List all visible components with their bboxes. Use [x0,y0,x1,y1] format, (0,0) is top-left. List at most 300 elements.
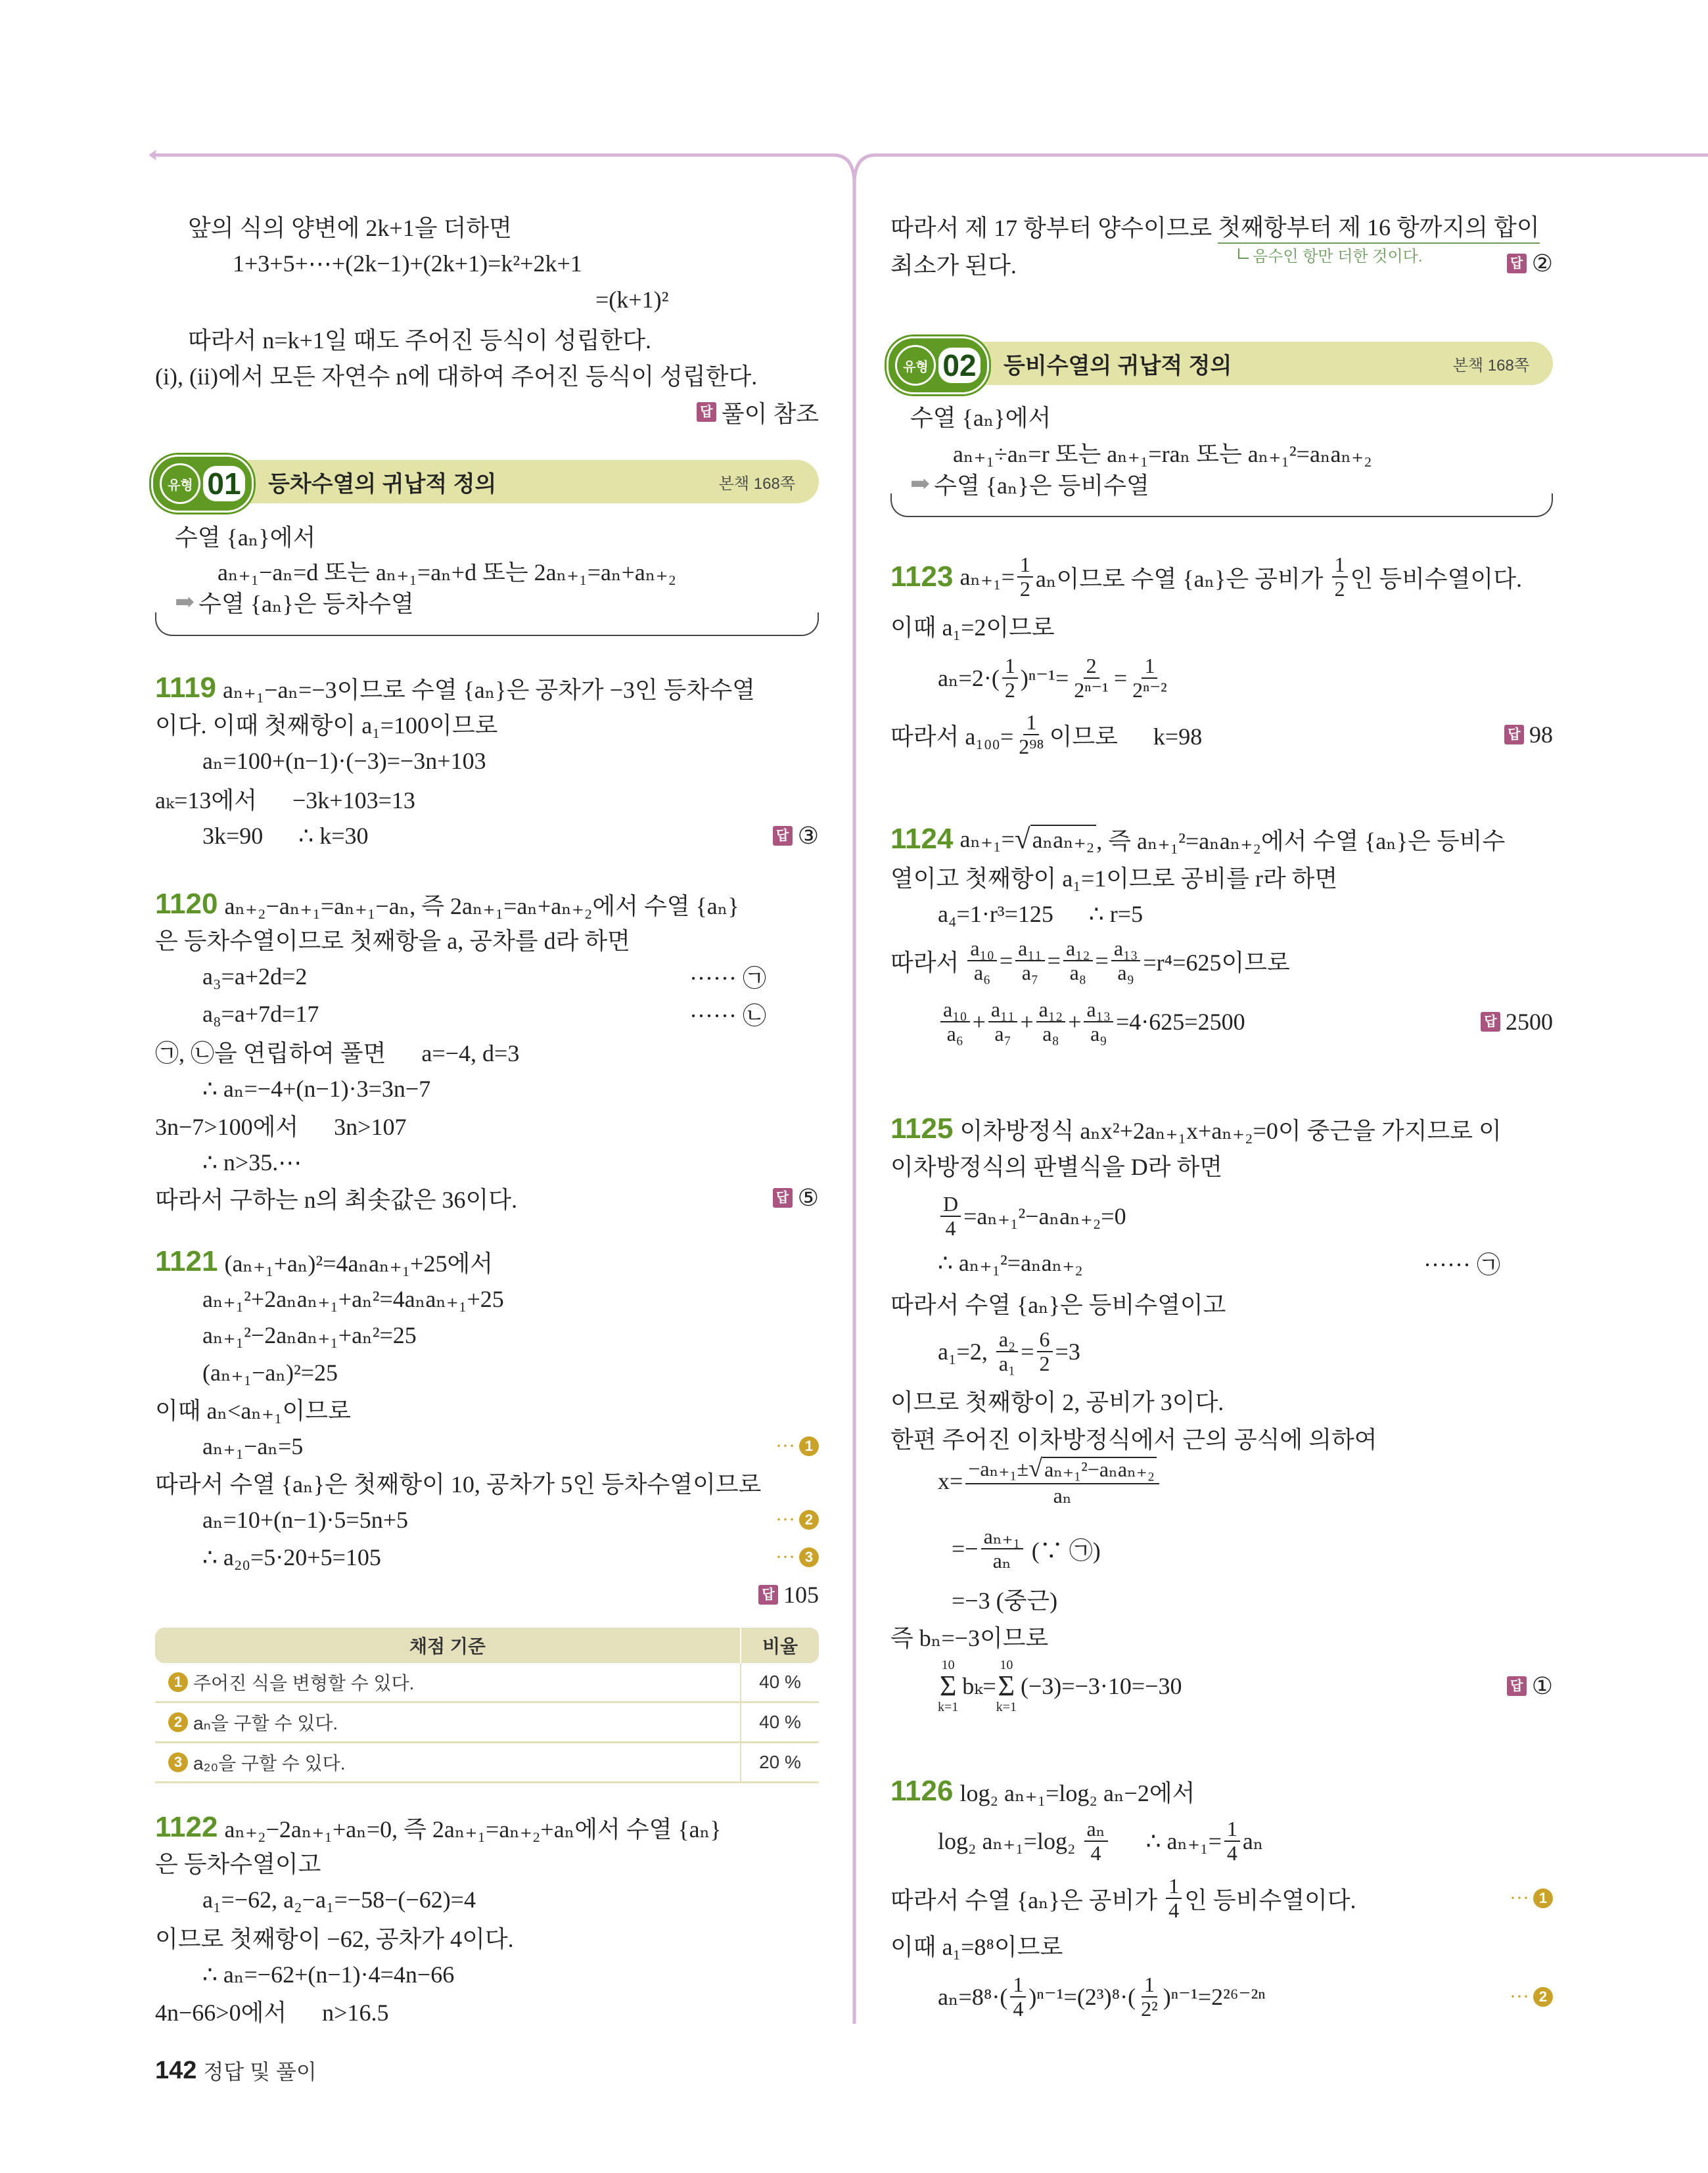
math-text: aₙ₊₁−aₙ=d 또는 aₙ₊₁=aₙ+d 또는 2aₙ₊₁=aₙ+aₙ₊₂ [218,559,677,585]
math-text: bₖ= [962,1673,996,1699]
equation-tag: ······ ㉡ [689,1002,766,1029]
denominator [990,1549,1014,1572]
denominator [1037,1352,1053,1375]
type-badge-number: 02 [938,348,980,383]
sum-upper: 10 [941,1658,955,1672]
math-text: aₙ₊₁ [983,1524,1021,1548]
summation [938,1658,958,1714]
problem-number: 1122 [155,1811,218,1843]
math-text: aₙ₊₁²−2aₙaₙ₊₁+aₙ²=25 [202,1322,417,1348]
sum-lower: k=1 [938,1700,959,1714]
math-text: 1 [1004,653,1015,677]
math-text: a₃=a+2d=2 [202,963,308,990]
math-text: 한편 주어진 이차방정식에서 근의 공식에 의하여 [890,1426,1377,1453]
math-text: = [1113,665,1128,691]
step-number-icon: 1 [168,1672,188,1692]
math-text: x= [938,1468,963,1494]
step-number-icon: 3 [799,1547,819,1567]
numerator [1002,654,1018,679]
section-title: 등비수열의 귀납적 정의 [1004,353,1232,378]
fraction [940,1193,961,1240]
math-text: aₙ [1242,1828,1264,1854]
math-text: 이때 a₁=2이므로 [890,614,1055,641]
answer [1507,1672,1553,1700]
radical-sign: √ [1014,823,1030,855]
section-title: 등차수열의 귀납적 정의 [268,471,497,497]
fraction [1002,654,1018,702]
math-text: = [999,948,1013,974]
math-text: 즉 bₙ=−3이므로 [890,1624,1049,1651]
math-text: a₆ [973,961,991,984]
numerator [940,998,970,1022]
math-text: ㉠, ㉡을 연립하여 풀면 a=−4, d=3 [155,1040,520,1066]
type-badge-number: 01 [203,466,244,501]
section-ref: 본책 168쪽 [1452,356,1529,375]
answer [697,396,819,429]
answer-value: 2500 [1506,1009,1553,1035]
math-text: aₖ=13에서 −3k+103=13 [155,787,415,813]
math-text: −aₙ₊₁± [968,1456,1029,1480]
math-text: a₁₂ [1038,997,1063,1021]
math-text: a₁₀ [970,936,994,960]
denominator [944,1022,966,1045]
square-root [1028,1455,1157,1482]
math-text: 1 [1144,653,1155,677]
math-text: 2 [1019,577,1030,601]
math-text: 2² [1141,1997,1158,2021]
math-text: a₉ [1090,1022,1107,1045]
sigma-symbol: Σ [939,1670,957,1702]
math-text: 은 등차수열이고 [155,1850,321,1877]
math-text: 인 등비수열이다. [1184,1887,1356,1913]
math-text: 따라서 [890,949,965,976]
arrow-icon: ➡ [910,470,931,497]
numerator [1036,998,1066,1022]
equation-tag: ······ ㉠ [689,965,766,992]
denominator [971,961,993,984]
math-text: )ⁿ⁻¹=(2³)⁸·( [1028,1984,1136,2010]
grading-step-marker [775,1435,819,1457]
underline-note: 음수인 항만 더한 것이다. [1238,243,1423,266]
denominator [1002,679,1018,702]
math-text: aₙ₊₁= [959,826,1015,852]
footer-label: 정답 및 풀이 [203,2060,317,2084]
math-text: aₙ [992,1549,1011,1572]
math-text: 2ⁿ⁻¹ [1074,678,1109,702]
math-text: 1 [1143,1972,1155,1996]
underlined-text: 첫째항부터 제 16 항까지의 합이 [1218,209,1539,244]
math-text: =− [952,1536,979,1562]
numerator [996,1328,1018,1352]
ratio-cell: 40 % [741,1703,819,1743]
fraction [1224,1818,1240,1865]
criteria-content [168,1669,739,1695]
denominator [1010,1998,1026,2021]
answer-value: 풀이 참조 [721,400,819,427]
arrow-icon: ➡ [175,589,195,615]
math-text: 1 [1168,1873,1180,1898]
criteria-cell [155,1743,741,1783]
math-text: 수열 {aₙ}에서 [175,524,316,551]
type-badge [887,336,989,394]
math-text: 이므로 k=98 [1049,723,1203,750]
numerator [1084,998,1113,1022]
denominator [992,1022,1013,1045]
math-text: 4 [1226,1841,1237,1865]
fraction [1017,553,1033,601]
math-text: 따라서 수열 {aₙ}은 등비수열이고 [890,1291,1226,1318]
math-text: (i), (ii)에서 모든 자연수 n에 대하여 주어진 등식이 성립한다. [155,363,758,390]
math-text: a₁₃ [1113,936,1138,960]
answer-value: ② [1531,250,1553,277]
fraction [1084,1818,1108,1865]
math-text: aₙ₊₁²+2aₙaₙ₊₁+aₙ²=4aₙaₙ₊₁+25 [202,1286,504,1312]
math-text: ∴ n>35.⋯ [202,1149,302,1176]
ratio-cell: 40 % [741,1663,819,1703]
math-text: a₁=2, [938,1338,994,1365]
grading-step-marker [775,1509,819,1531]
denominator [943,1217,959,1240]
denominator [1088,1842,1104,1865]
grading-step-marker [1510,1887,1553,1910]
fraction [1138,1973,1161,2021]
fraction [1015,937,1045,984]
math-text: (−3)=−3·10=−30 [1021,1673,1182,1699]
numerator [981,1525,1023,1549]
numerator [1084,1818,1108,1842]
math-text: 이차방정식 aₙx²+2aₙ₊₁x+aₙ₊₂=0이 중근을 가지므로 이 [959,1117,1502,1144]
answer-value: ③ [797,823,819,849]
math-text: aₙ₊₂−aₙ₊₁=aₙ₊₁−aₙ, 즉 2aₙ₊₁=aₙ+aₙ₊₂에서 수열 {aₙ} [224,892,739,919]
math-text: 1 [1226,1816,1237,1841]
math-text: aₙ [1053,1483,1072,1507]
answer [1504,721,1553,748]
answer-value: ① [1531,1673,1553,1699]
math-text: =3 [1055,1338,1080,1365]
answer-value: ⑤ [797,1185,819,1211]
math-text: 은 등차수열이므로 첫째항을 a, 공차를 d라 하면 [155,927,630,954]
math-text: a₇ [994,1022,1011,1045]
step-number-icon: 2 [168,1712,188,1732]
fraction [988,998,1018,1045]
criteria-text: 주어진 식을 변형할 수 있다. [193,1673,415,1693]
math-text: a₆ [946,1022,963,1045]
numerator [1023,711,1039,735]
denominator [1130,679,1170,702]
math-text: (∵ ㉠) [1025,1537,1101,1564]
table-header-ratio: 비율 [741,1628,819,1663]
step-number-icon: 2 [799,1510,819,1530]
sum-lower: k=1 [996,1700,1017,1714]
math-text: ∴ aₙ=−4+(n−1)·3=3n−7 [202,1076,431,1102]
math-text: 4 [1090,1841,1101,1865]
answer [773,822,819,850]
problem-number: 1126 [890,1775,954,1807]
math-text: a₈=a+7d=17 [202,1001,319,1027]
numerator [1037,1328,1053,1352]
summation [996,1658,1017,1714]
math-text: a₁₀ [943,997,967,1021]
step-number-icon: 1 [799,1436,819,1456]
sigma-symbol: Σ [998,1670,1015,1702]
math-text: aₙaₙ₊₂ [1032,827,1095,853]
denominator [1115,961,1136,984]
table-row [155,1663,819,1703]
math-text: 3k=90 ∴ k=30 [202,823,369,849]
ratio-cell: 20 % [741,1743,819,1783]
table-row [155,1703,819,1743]
numerator [1142,654,1157,679]
math-text: 앞의 식의 양변에 2k+1을 더하면 [188,214,512,241]
math-text: D [943,1191,959,1216]
math-text: aₙ₊₁−aₙ=5 [202,1433,304,1459]
fraction [1063,937,1093,984]
math-text: 2 [1004,678,1015,702]
answer-value: 105 [783,1582,819,1608]
math-text: a₁₁ [990,997,1015,1021]
math-text: ∴ aₙ₊₁= [1110,1828,1222,1854]
numerator [1084,654,1099,679]
grading-step-marker [1510,1986,1553,2008]
fraction [1016,711,1046,758]
fraction [1130,654,1170,702]
math-text: aₙ₊₁²−aₙaₙ₊₂ [1044,1457,1155,1481]
answer [1507,250,1553,277]
fraction [965,1455,1159,1507]
math-text: aₙ [1086,1816,1105,1841]
denominator [1071,679,1111,702]
math-text: 따라서 구하는 n의 최솟값은 36이다. [155,1186,518,1213]
math-text: + [1020,1009,1034,1035]
step-number-icon: 3 [168,1752,188,1772]
math-text: (aₙ₊₁−aₙ)²=25 [202,1360,338,1386]
math-text: aₙ=10+(n−1)·5=5n+5 [202,1507,409,1533]
problem-number: 1120 [155,888,218,920]
math-text: a₁₂ [1065,936,1090,960]
numerator [1224,1818,1240,1842]
type-badge-label: 유형 [160,463,200,504]
criteria-content [168,1709,739,1735]
fraction [1037,1328,1053,1375]
math-text: 4 [945,1216,956,1240]
math-text: 3n−7>100에서 3n>107 [155,1113,407,1140]
problem-number: 1125 [890,1112,954,1145]
answer-icon: 답 [1507,1676,1527,1696]
math-text: 열이고 첫째항이 a₁=1이므로 공비를 r라 하면 [890,865,1338,892]
math-text: a₁ [998,1352,1016,1375]
math-text: , 즉 aₙ₊₁²=aₙaₙ₊₂에서 수열 {aₙ}은 등비수 [1096,827,1506,854]
step-dots: ··· [1510,1887,1529,1909]
math-text: =−3 (중근) [952,1587,1058,1614]
math-text: =aₙ₊₁²−aₙaₙ₊₂=0 [963,1203,1126,1229]
math-text: + [1068,1009,1082,1035]
answer-value: 98 [1529,721,1553,748]
math-text: 이므로 첫째항이 −62, 공차가 4이다. [155,1925,514,1952]
answer [773,1184,819,1212]
problem-number: 1124 [890,823,954,855]
sum-upper: 10 [1000,1658,1013,1672]
step-dots: ··· [1510,1986,1529,2007]
math-text: aₙ₊₂−2aₙ₊₁+aₙ=0, 즉 2aₙ₊₁=aₙ₊₂+aₙ에서 수열 {aₙ} [224,1816,722,1842]
math-text: a₁₃ [1086,997,1111,1021]
answer-icon: 답 [697,402,716,422]
denominator [1019,961,1041,984]
math-text: aₙ₊₁−aₙ=−3이므로 수열 {aₙ}은 공차가 −3인 등차수열 [223,676,755,703]
problem-number: 1119 [155,672,217,704]
math-text: a₄=1·r³=125 ∴ r=5 [938,901,1143,927]
numerator [1142,1973,1157,1998]
math-text: 수열 {aₙ}에서 [910,404,1051,431]
problem-number: 1123 [890,560,954,593]
criteria-cell [155,1663,741,1703]
problem-number: 1121 [155,1245,218,1277]
math-text: a₇ [1021,961,1039,984]
fraction [981,1525,1023,1572]
criteria-text: a₂₀을 구할 수 있다. [193,1753,346,1773]
math-text: + [972,1009,986,1035]
answer-icon: 답 [1504,725,1524,744]
criteria-content [168,1749,739,1775]
math-text: 6 [1039,1327,1050,1351]
math-text: a₁₁ [1018,936,1042,960]
math-text: (aₙ₊₁+aₙ)²=4aₙaₙ₊₁+25에서 [224,1250,494,1277]
math-text: 따라서 a₁₀₀= [890,723,1014,750]
math-text: 4 [1013,1997,1024,2021]
step-number-icon: 2 [1533,1987,1553,2007]
step-dots: ··· [775,1546,795,1568]
math-text: ∴ aₙ=−62+(n−1)·4=4n−66 [202,1961,455,1988]
numerator [967,937,997,961]
numerator [940,1193,961,1217]
math-text: 수열 {aₙ}은 등비수열 [934,472,1149,499]
denominator [1332,578,1348,601]
math-text: 따라서 n=k+1일 때도 주어진 등식이 성립한다. [188,327,652,354]
math-text: 1+3+5+⋯+(2k−1)+(2k+1)=k²+2k+1 [233,250,582,277]
math-text: 2 [1086,653,1097,677]
math-text: 4 [1168,1898,1180,1922]
math-text: ∴ aₙ₊₁²=aₙaₙ₊₂ [938,1250,1083,1276]
math-text: 따라서 수열 {aₙ}은 공비가 [890,1887,1164,1913]
math-text: =(k+1)² [595,286,669,313]
math-text: =4·625=2500 [1116,1009,1245,1035]
numerator [988,998,1018,1022]
page-number: 142 [155,2056,197,2084]
denominator [1067,961,1089,984]
answer-icon: 답 [773,826,793,846]
denominator [1017,578,1033,601]
fraction [1071,654,1111,702]
math-text: =r⁴=625이므로 [1143,949,1290,976]
fraction [1332,553,1348,601]
math-text: ∴ a₂₀=5·20+5=105 [202,1544,381,1570]
math-text: aₙ₊₁= [959,564,1015,590]
type-badge [151,455,254,513]
section-banner-01 [155,460,819,503]
math-text: 1 [1334,552,1345,576]
numerator [1015,937,1045,961]
math-text: 이때 aₙ<aₙ₊₁이므로 [155,1397,351,1424]
denominator [1016,735,1046,758]
numerator [1010,1973,1026,1998]
equation-tag: ······ ㉠ [1423,1251,1500,1278]
math-text: 인 등비수열이다. [1350,565,1522,592]
page-footer [155,2055,317,2086]
denominator [1040,1022,1061,1045]
fraction [1111,937,1141,984]
math-text: 4n−66>0에서 n>16.5 [155,1999,389,2026]
denominator [1051,1484,1074,1507]
math-text: a₁=−62, a₂−a₁=−58−(−62)=4 [202,1887,476,1913]
math-text: )ⁿ⁻¹= [1020,665,1069,691]
fraction [1036,998,1066,1045]
table-header-criteria: 채점 기준 [155,1628,741,1663]
math-text: aₙ=2·( [938,665,1000,691]
math-text: aₙ₊₁÷aₙ=r 또는 aₙ₊₁=raₙ 또는 aₙ₊₁²=aₙaₙ₊₂ [953,440,1372,467]
fraction [996,1328,1018,1375]
math-text: 따라서 제 17 항부터 양수이므로 [890,214,1218,241]
table-row [155,1743,819,1783]
math-text: 이므로 첫째항이 2, 공비가 3이다. [890,1388,1224,1415]
denominator [1138,1998,1161,2021]
math-text: aₙ=8⁸·( [938,1984,1008,2010]
math-text: )ⁿ⁻¹=2²⁶⁻²ⁿ [1163,1984,1266,2010]
fraction [1084,998,1113,1045]
math-text: a₈ [1069,961,1086,984]
math-text: = [1047,948,1061,974]
fraction [940,998,970,1045]
answer [758,1581,819,1609]
math-text: 수열 {aₙ}은 등차수열 [198,590,414,617]
answer [1481,1008,1553,1036]
math-text: 2⁹⁸ [1019,735,1044,758]
math-text: 1 [1013,1972,1024,1996]
math-text: 최소가 된다. [890,252,1017,279]
math-text: aₙ이므로 수열 {aₙ}은 공비가 [1035,565,1329,592]
answer-icon: 답 [758,1585,778,1605]
numerator [1332,553,1348,578]
math-text: log₂ aₙ₊₁=log₂ [938,1828,1082,1854]
math-text: 이때 a₁=8⁸이므로 [890,1933,1063,1960]
fraction [1166,1875,1182,1922]
math-text: 1 [1019,552,1030,576]
denominator [996,1352,1018,1375]
fraction [1010,1973,1026,2021]
math-text: 2ⁿ⁻² [1132,678,1167,702]
math-text: aₙ=100+(n−1)·(−3)=−3n+103 [202,748,486,774]
denominator [1088,1022,1109,1045]
answer-icon: 답 [1481,1012,1500,1032]
criteria-cell [155,1703,741,1743]
answer-icon: 답 [1507,254,1527,273]
math-text: = [1021,1338,1034,1365]
numerator [1166,1875,1182,1899]
grading-criteria-table [155,1628,819,1783]
math-text: 이차방정식의 판별식을 D라 하면 [890,1153,1223,1180]
square-root [1015,823,1096,856]
radicand [1030,825,1097,854]
math-text: 2 [1039,1352,1050,1375]
fraction [967,937,997,984]
step-number-icon: 1 [1533,1888,1553,1908]
math-text: = [1095,948,1109,974]
math-text: log₂ aₙ₊₁=log₂ aₙ−2에서 [959,1779,1195,1806]
math-text: 2 [1334,577,1345,601]
criteria-text: aₙ을 구할 수 있다. [193,1713,338,1733]
grading-step-marker [775,1546,819,1568]
radical-sign: √ [1028,1455,1043,1483]
radicand [1042,1457,1157,1481]
answer-icon: 답 [773,1188,793,1208]
